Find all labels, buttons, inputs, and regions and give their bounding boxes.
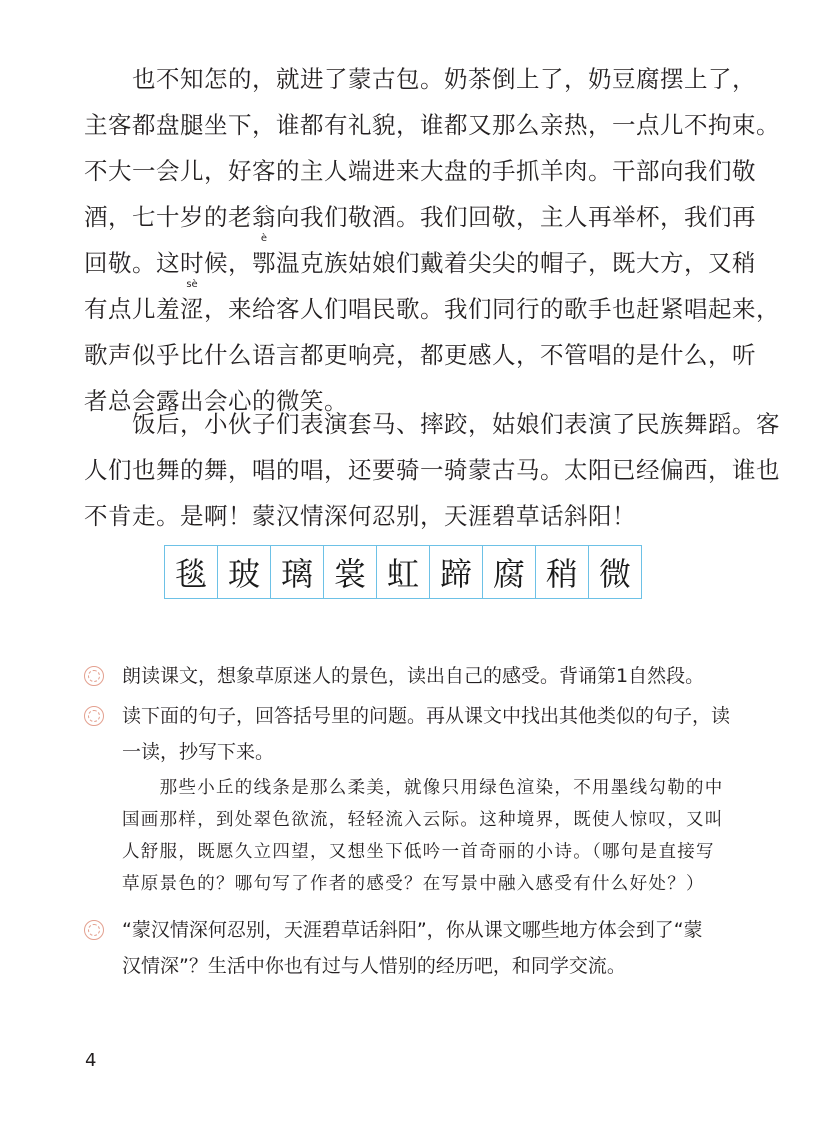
- vocab-cell: 蹄: [430, 546, 483, 598]
- text-line: 主客都盘腿坐下，谁都有礼貌，谁都又那么亲热，一点儿不拘束。: [84, 111, 780, 139]
- pinyin-annotation: è: [260, 233, 268, 244]
- text-segment: 回敬。这时候，: [84, 249, 252, 277]
- vocab-cell: 裳: [324, 546, 377, 598]
- pinyin-annotation: sè: [186, 279, 198, 290]
- exercise-text: “蒙汉情深何忍别，天涯碧草话斜阳”，你从课文哪些地方体会到了“蒙: [122, 919, 703, 941]
- text-segment: 有点儿羞: [84, 295, 180, 323]
- quote-line: 那些小丘的线条是那么柔美，就像只用绿色渲染，不用墨线勾勒的中: [122, 778, 724, 798]
- vocab-cell: 虹: [377, 546, 430, 598]
- exercise-text: 汉情深”？生活中你也有过与人惜别的经历吧，和同学交流。: [122, 955, 626, 977]
- vocab-cell: 腐: [483, 546, 536, 598]
- text-line: 者总会露出会心的微笑。: [84, 387, 348, 415]
- text-line: 不大一会儿，好客的主人端进来大盘的手抓羊肉。干部向我们敬: [84, 157, 756, 185]
- text-line: 不肯走。是啊！蒙汉情深何忍别，天涯碧草话斜阳！: [84, 502, 636, 530]
- quote-line: 国画那样，到处翠色欲流，轻轻流入云际。这种境界，既使人惊叹，又叫: [122, 810, 724, 830]
- text-line: 饭后，小伙子们表演套马、摔跤，姑娘们表演了民族舞蹈。客: [84, 410, 780, 438]
- vocab-cell: 毯: [165, 546, 218, 598]
- vocab-cell: 微: [598, 555, 631, 593]
- seal-icon: [84, 920, 104, 940]
- ruby-base: 涩: [180, 295, 204, 323]
- vocab-cell: 玻: [218, 546, 271, 598]
- text-segment: 温克族姑娘们戴着尖尖的帽子，既大方，又稍: [276, 249, 756, 277]
- text-line: 歌声似乎比什么语言都更响亮，都更感人，不管唱的是什么，听: [84, 341, 756, 369]
- text-line: [84, 279, 780, 324]
- vocab-cell: 稍: [536, 546, 589, 598]
- text-line: 人们也舞的舞，唱的唱，还要骑一骑蒙古马。太阳已经偏西，谁也: [84, 456, 780, 484]
- exercise-text: 朗读课文，想象草原迷人的景色，读出自己的感受。背诵第1自然段。: [122, 665, 705, 687]
- text-line: [84, 233, 756, 278]
- text-line: 酒，七十岁的老翁向我们敬酒。我们回敬，主人再举杯，我们再: [84, 203, 756, 231]
- seal-icon: [84, 706, 104, 726]
- page-number: 4: [85, 1050, 97, 1071]
- text-line: 也不知怎的，就进了蒙古包。奶茶倒上了，奶豆腐摆上了，: [84, 65, 756, 93]
- ruby-annotated-char: [252, 233, 276, 278]
- text-segment: ，来给客人们唱民歌。我们同行的歌手也赶紧唱起来，: [204, 295, 780, 323]
- vocab-cell: 璃: [271, 546, 324, 598]
- quote-line: 草原景色的？哪句写了作者的感受？在写景中融入感受有什么好处？）: [122, 874, 705, 894]
- ruby-annotated-char: [180, 279, 204, 324]
- exercise-text: 读下面的句子，回答括号里的问题。再从课文中找出其他类似的句子，读: [122, 705, 731, 727]
- vocab-character-grid: [164, 545, 642, 599]
- seal-icon: [84, 666, 104, 686]
- quote-line: 人舒服，既愿久立四望，又想坐下低吟一首奇丽的小诗。（哪句是直接写: [122, 842, 715, 862]
- exercise-text: 一读，抄写下来。: [122, 741, 275, 763]
- ruby-base: 鄂: [252, 249, 276, 277]
